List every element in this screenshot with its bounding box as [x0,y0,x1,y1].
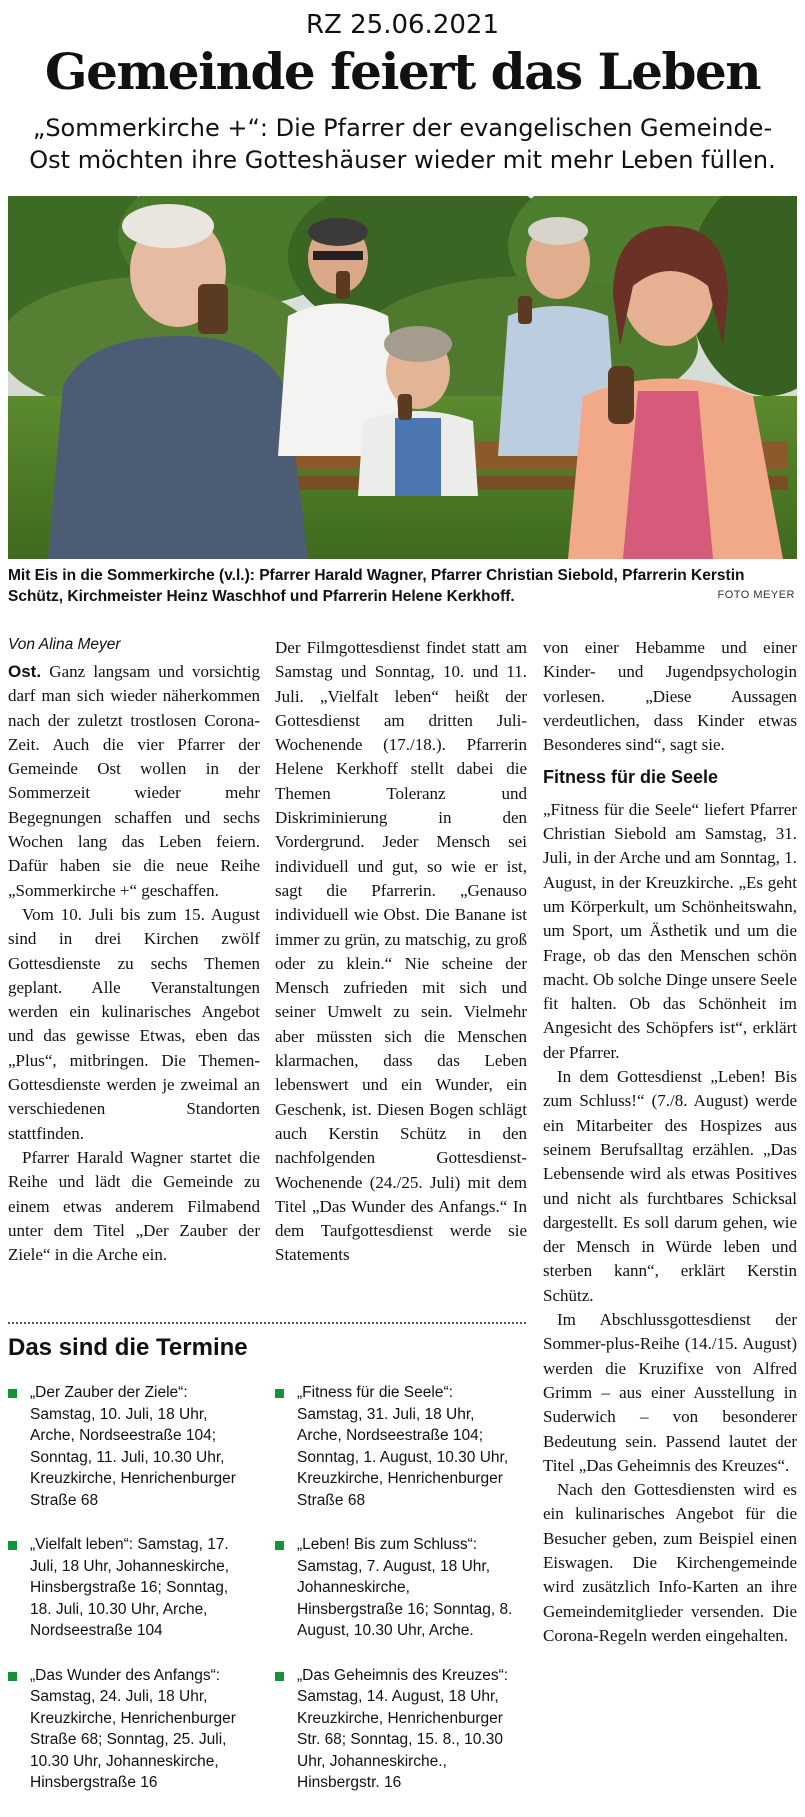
bullet-icon [8,1389,17,1398]
article-column-2 [275,636,527,1268]
termine-item: „Das Wunder des Anfangs“: Samstag, 24. Juli, 18 Uhr, Kreuzkirche, Henrichenburger Straße 68; Sonntag, 25. Juli, 10.30 Uhr, Johanneskirche, Hinsbergstraße 16 [8,1665,248,1794]
termine-item: „Leben! Bis zum Schluss“: Samstag, 7. August, 18 Uhr, Johanneskirche, Hinsbergstraße 16; Sonntag, 8. August, 10.30 Uhr, Arche. [275,1534,515,1642]
termine-list-left [8,1382,248,1817]
dateline: RZ 25.06.2021 [305,10,499,40]
termine-item: „Vielfalt leben“: Samstag, 17. Juli, 18 Uhr, Johanneskirche, Hinsbergstraße 16; Sonntag, 18. Juli, 10.30 Uhr, Arche, Nordseestraße 104 [8,1534,248,1642]
paragraph: Der Filmgottesdienst findet statt am Samstag und Sonntag, 10. und 11. Juli. „Vielfalt leben“ heißt der Gottesdienst am dritten Juli-Wochenende (17./18.). Pfarrerin Helene Kerkhoff stellt dabei die Themen Toleranz und Diskriminierung in den Vordergrund. Jeder Mensch sei individuell und gut, so wie er ist, sagt die Pfarrerin. „Genauso individuell wie Obst. Die Banane ist immer zu grün, zu matschig, zu groß oder zu klein.“ Nie scheine der Mensch zufrieden mit sich und seiner Umwelt zu sein. Vielmehr aber müssten sich die Menschen klarmachen, dass das Leben lebenswert und ein Wunder, ein Geschenk, ist. Diesen Bogen schlägt auch Kerstin Schütz in den nachfolgenden Gottesdienst-Wochenende (24./25. Juli) mit dem Titel „Das Wunder des Anfangs.“ In dem Taufgottesdienst werde sie Statements [275,638,527,1265]
termine-item: „Der Zauber der Ziele“: Samstag, 10. Juli, 18 Uhr, Arche, Nordseestraße 104; Sonntag, 11. Juli, 10.30 Uhr, Kreuzkirche, Henrichenburger Straße 68 [8,1382,248,1511]
paragraph: von einer Hebamme und einer Kinder- und Jugendpsychologin vorlesen. „Diese Aussagen verdeutlichen, dass Kinder etwas Besonderes sind“, sagt sie. [543,638,797,755]
termine-item: „Fitness für die Seele“: Samstag, 31. Juli, 18 Uhr, Arche, Nordseestraße 104; Sonntag, 1. August, 10.30 Uhr, Kreuzkirche, Henrichenburger Straße 68 [275,1382,515,1511]
paragraph: Vom 10. Juli bis zum 15. August sind in drei Kirchen zwölf Gottesdienste zu sechs Themen geplant. Alle Veranstaltungen werden ein kulinarisches Angebot und das gewisse Etwas, eben das „Plus“, mitbringen. Die Themen-Gottesdienste werden je zweimal an verschiedenen Standorten stattfinden. [8,904,260,1143]
paragraph: Pfarrer Harald Wagner startet die Reihe und lädt die Gemeinde zu einem etwas anderem Filmabend unter dem Titel „Der Zauber der Ziele“ in die Arche ein. [8,1147,260,1265]
termine-item: „Das Geheimnis des Kreuzes“: Samstag, 14. August, 18 Uhr, Kreuzkirche, Henrichenburger Str. 68; Sonntag, 15. 8., 10.30 Uhr, Johanneskirche., Hinsbergstr. 16 [275,1665,515,1794]
bullet-icon [275,1389,284,1398]
photo-caption: Mit Eis in die Sommerkirche (v.l.): Pfarrer Harald Wagner, Pfarrer Christian Siebold, Pfarrerin Kerstin Schütz, Kirchmeister Heinz Waschhof und Pfarrerin Helene Kerkhoff. [8,567,745,605]
bullet-icon [8,1541,17,1550]
place-label: Ost. [8,662,42,681]
paragraph: Ganz langsam und vorsichtig darf man sich wieder näherkommen nach der zuletzt trostlosen Corona-Zeit. Auch die vier Pfarrer der Gemeinde Ost wollen in der Sommerzeit wieder mehr Begegnungen schaffen und sechs Wochen lang das Leben feiern. Dafür haben sie die neue Reihe „Sommerkirche +“ geschaffen. [8,662,260,900]
byline: Von Alina Meyer [8,636,121,653]
article-column-3 [543,636,797,1648]
article-photo [8,196,797,559]
termine-heading: Das sind die Termine [8,1334,248,1361]
paragraph: Im Abschlussgottesdienst der Sommer-plus-Reihe (14./15. August) werden die Kruzifixe von Alfred Grimm – aus einer Ausstellung in Suderwich – von besonderer Bedeutung sein. Passend lautet der Titel „Das Geheimnis des Kreuzes“. [543,1310,797,1475]
headline: Gemeinde feiert das Leben [44,42,761,101]
subheadline: „Sommerkirche +“: Die Pfarrer der evangelischen Gemeinde-Ost möchten ihre Gotteshäuser wieder mit mehr Leben füllen. [29,114,776,174]
paragraph: In dem Gottesdienst „Leben! Bis zum Schluss!“ (7./8. August) werde ein Mitarbeiter des Hospizes aus seinem Berufsalltag erzählen. „Das Lebensende wird als etwas Positives und nicht als furchtbares Schicksal dargestellt. Es soll darum gehen, wie der Mensch in Würde leben und sterben kann“, erklärt Kerstin Schütz. [543,1067,797,1305]
paragraph: Nach den Gottesdiensten wird es ein kulinarisches Angebot für die Besucher geben, zum Beispiel einen Eiswagen. Die Kirchengemeinde wird zusätzlich Info-Karten an ihre Gemeindemitglieder versenden. Die Corona-Regeln werden eingehalten. [543,1480,797,1645]
bullet-icon [275,1541,284,1550]
dotted-divider [8,1322,526,1324]
article-column-1 [8,660,260,1267]
paragraph: „Fitness für die Seele“ liefert Pfarrer Christian Siebold am Samstag, 31. Juli, in der Arche und am Sonntag, 1. August, in der Kreuzkirche. „Es geht um Körperkult, um Schönheitswahn, um Sport, um Ästhetik und um die Frage, ob das den Menschen schön macht. Ob solche Dinge unsere Seele fit halten. Ob das Schönheit im Angesicht des Schöpfers ist“, erklärt der Pfarrer. [543,799,797,1062]
photo-credit: FOTO MEYER [717,589,795,601]
termine-list-right [275,1382,515,1817]
section-heading: Fitness für die Seele [543,767,719,788]
bullet-icon [8,1672,17,1681]
bullet-icon [275,1672,284,1681]
